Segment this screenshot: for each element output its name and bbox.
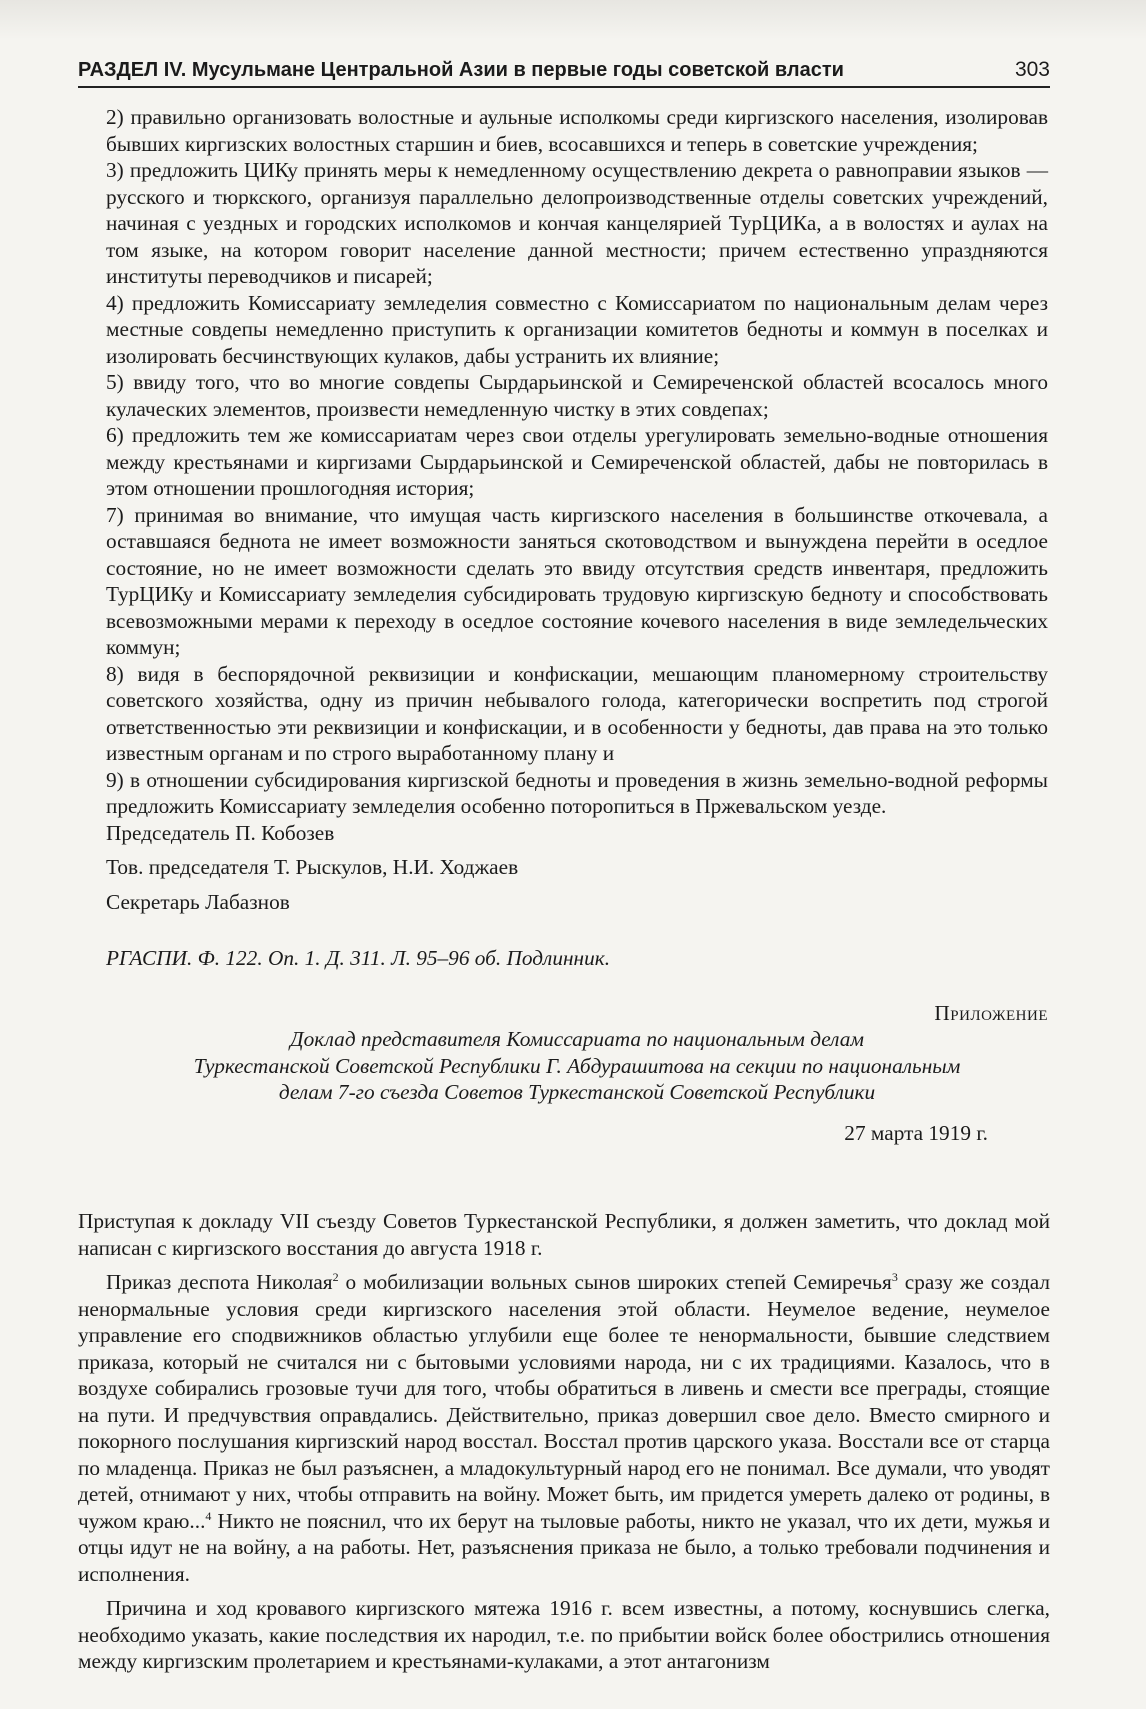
text-run: Приказ деспота Николая: [106, 1270, 333, 1294]
footnote-ref: 2: [332, 1269, 339, 1284]
list-item: [106, 104, 1048, 157]
report-body: [78, 1208, 1050, 1683]
appendix-title: [106, 1026, 1048, 1106]
text-run: сразу же создал ненормальные условия среди киргизского населения этой области. Неумелое ведение, неумелое управление его сподвижников областью углубили еще более те ненормальности, бывшие следствием приказа, который не считался ни с бытовыми условиями народа, ни с их традициями. Казалось, что в воздухе собирались грозовые тучи для того, чтобы обратиться в ливень и смести все преграды, стоящие на пути. И предчувствия оправдались. Действительно, приказ довершил свое дело. Вместо смирного и покорного послушания киргизский народ восстал. Восстал против царского указа. Восстали все от старца по младенца. Приказ не был разъяснен, а младокультурный народ его не понимал. Все думали, что уводят детей, отнимают у них, чтобы отправить на войну. Может быть, им придется умереть далеко от родины, в чужом краю...: [78, 1270, 1050, 1533]
resolution-body: [106, 104, 1048, 1146]
list-item-text: 8) видя в беспорядочной реквизиции и конфискации, мешающим планомерному строительству советского хозяйства, одну из причин небывалого голода, категорически воспретить под строгой ответственностью эти реквизиции и конфискации, и в особенности у бедноты, дав права на это только известным органам и по строго выработанному плану и: [106, 661, 1048, 765]
appendix-date: 27 марта 1919 г.: [844, 1120, 988, 1145]
page-bleed: [0, 0, 1146, 40]
list-item: [106, 661, 1048, 767]
list-item: [106, 290, 1048, 370]
footnote-ref: 4: [205, 1508, 212, 1523]
running-header: [78, 52, 1050, 88]
list-item: [106, 157, 1048, 290]
signature-chair: Председатель П. Кобозев: [106, 820, 335, 845]
section-title: РАЗДЕЛ IV. Мусульмане Центральной Азии в первые годы советской власти: [78, 59, 844, 81]
text-run: Никто не пояснил, что их берут на тыловые работы, никто не указал, что их дети, мужья и отцы идут не на войну, а на работы. Нет, разъяснения приказа не было, а только требовали подчинения и исполнения.: [78, 1508, 1050, 1586]
appendix-title-line: Доклад представителя Комиссариата по национальным делам: [290, 1027, 864, 1051]
list-item-text: 2) правильно организовать волостные и аульные исполкомы среди киргизского населения, изолировав бывших киргизских волостных старшин и биев, всосавшихся и теперь в советские учреждения;: [106, 105, 1048, 156]
signature-secretary: Секретарь Лабазнов: [106, 889, 290, 914]
appendix-title-line: делам 7-го съезда Советов Туркестанской Советской Республики: [278, 1080, 876, 1104]
list-item-text: 9) в отношении субсидирования киргизской бедноты и проведения в жизнь земельно-водной реформы предложить Комиссариату земледелия особенно поторопиться в Пржевальском уезде.: [106, 767, 1048, 818]
list-item-text: 5) ввиду того, что во многие совдепы Сырдарьинской и Семиреченской областей всосалось много кулаческих элементов, произвести немедленную чистку в этих совдепах;: [106, 370, 1048, 421]
list-item: [106, 767, 1048, 820]
appendix-title-line: Туркестанской Советской Республики Г. Абдурашитова на секции по национальным: [193, 1053, 961, 1078]
report-paragraph: Причина и ход кровавого киргизского мятежа 1916 г. всем известны, а потому, коснувшись слегка, необходимо указать, какие последствия их народил, т.е. по прибытии войск более обострились отношения между киргизским пролетарием и крестьянами-кулаками, а этот антагонизм: [78, 1596, 1050, 1673]
footnote-ref: 3: [891, 1269, 898, 1284]
archive-source: РГАСПИ. Ф. 122. Оп. 1. Д. 311. Л. 95–96 об. Подлинник.: [106, 946, 611, 970]
report-paragraph: Приступая к докладу VII съезду Советов Туркестанской Республики, я должен заметить, что доклад мой написан с киргизского восстания до августа 1918 г.: [78, 1209, 1050, 1260]
signature-block: [106, 820, 1048, 916]
list-item-text: 3) предложить ЦИКу принять меры к немедленному осуществлению декрета о равноправии языков — русского и тюркского, организуя параллельно делопроизводственные отделы советских учреждений, начиная с уездных и городских исполкомов и кончая канцелярией ТурЦИКа, а в волостях и аулах на том языке, на котором говорит население данной местности; причем естественно упраздняются институты переводчиков и писарей;: [106, 158, 1048, 288]
page-number: 303: [1014, 58, 1050, 81]
list-item-text: 6) предложить тем же комиссариатам через свои отделы урегулировать земельно-водные отношения между крестьянами и киргизами Сырдарьинской и Семиреченской областей, дабы не повторилась в этом отношении прошлогодняя история;: [106, 423, 1048, 500]
report-paragraph: [78, 1269, 1050, 1587]
text-run: о мобилизации вольных сынов широких степей Семиречья: [338, 1270, 892, 1294]
list-item: [106, 502, 1048, 661]
appendix-label: Приложение: [934, 1000, 1048, 1025]
signature-deputy: Тов. председателя Т. Рыскулов, Н.И. Ходжаев: [106, 855, 519, 879]
list-item: [106, 422, 1048, 502]
list-item-text: 4) предложить Комиссариату земледелия совместно с Комиссариатом по национальным делам через местные совдепы немедленно приступить к организации комитетов бедноты и коммун в поселках и изолировать бесчинствующих кулаков, дабы устранить их влияние;: [106, 290, 1048, 368]
list-item-text: 7) принимая во внимание, что имущая часть киргизского населения в большинстве откочевала, а оставшаяся беднота не имеет возможности заняться скотоводством и вынуждена перейти в оседлое состояние, но не имеет возможности сделать это ввиду отсутствия средств инвентаря, предложить ТурЦИКу и Комиссариату земледелия субсидировать трудовую киргизскую бедноту и способствовать всевозможными мерами к переходу в оседлое состояние кочевого населения в виде земледельческих коммун;: [106, 502, 1048, 659]
list-item: [106, 369, 1048, 422]
